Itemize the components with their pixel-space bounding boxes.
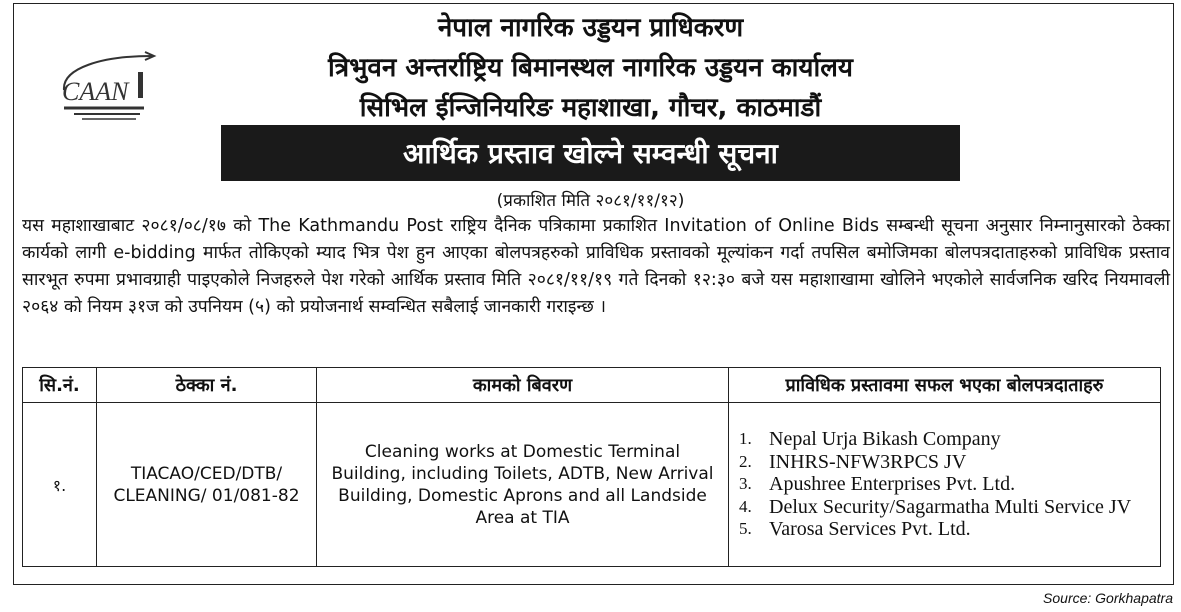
source-credit: Source: Gorkhapatra — [1043, 590, 1173, 606]
notice-title-banner — [221, 125, 960, 181]
cell-sn: १. — [23, 403, 97, 567]
notice-title: आर्थिक प्रस्ताव खोल्ने सम्वन्धी सूचना — [403, 137, 778, 170]
bidder-list — [739, 428, 1150, 541]
bidders-table — [22, 367, 1161, 567]
division-name: सिभिल ईन्जिनियरिङ महाशाखा, गौचर, काठमाडौं — [359, 93, 822, 123]
cell-contract-no: TIACAO/CED/DTB/ CLEANING/ 01/081-82 — [97, 403, 317, 567]
col-header-contract: ठेक्का नं. — [97, 368, 317, 403]
cell-bidders — [729, 403, 1161, 567]
published-date: (प्रकाशित मिति २०८१/११/१२) — [496, 191, 685, 211]
svg-text:CAAN: CAAN — [62, 77, 129, 106]
col-header-sn: सि.नं. — [23, 368, 97, 403]
col-header-bidders: प्राविधिक प्रस्तावमा सफल भएका बोलपत्रदाताहरु — [729, 368, 1161, 403]
bidder-item: Nepal Urja Bikash Company — [769, 428, 1001, 451]
cell-description: Cleaning works at Domestic Terminal Building, including Toilets, ADTB, New Arrival Building, Domestic Aprons and all Landside Area at TIA — [317, 403, 729, 567]
col-header-description: कामको बिवरण — [317, 368, 729, 403]
bidder-item: INHRS-NFW3RPCS JV — [769, 450, 967, 473]
bidder-item: Varosa Services Pvt. Ltd. — [769, 518, 971, 541]
notice-body: यस महाशाखाबाट २०८१/०८/१७ को The Kathmandu Post राष्ट्रिय दैनिक पत्रिकामा प्रकाशित Invitation of Online Bids सम्बन्धी सूचना अनुसार निम्नानुसारको ठेक्का कार्यको लागी e-bidding मार्फत तोकिएको म्याद भित्र पेश हुन आएका बोलपत्रहरुको प्राविधिक प्रस्तावको मूल्यांकन गर्दा तपसिल बमोजिमका बोलपत्रदाताहरुको प्राविधिक प्रस्ताव सारभूत रुपमा प्रभावग्राही पाइएकोले निजहरुले पेश गरेको आर्थिक प्रस्ताव मिति २०८१/११/१९ गते दिनको १२:३० बजे यस महाशाखामा खोलिने भएकोले सार्वजनिक खरिद नियमावली २०६४ को नियम ३१ज को उपनियम (५) को प्रयोजनार्थ सम्वन्धित सबैलाई जानकारी गराइन्छ । — [22, 216, 1170, 317]
bidder-item: Apushree Enterprises Pvt. Ltd. — [769, 473, 1016, 496]
bidder-item: Delux Security/Sagarmatha Multi Service JV — [769, 495, 1132, 518]
table-row — [23, 403, 1161, 567]
org-name: नेपाल नागरिक उड्डयन प्राधिकरण — [437, 13, 744, 43]
office-name: त्रिभुवन अन्तर्राष्ट्रिय बिमानस्थल नागरिक उड्डयन कार्यालय — [328, 53, 853, 83]
table-header-row — [23, 368, 1161, 403]
